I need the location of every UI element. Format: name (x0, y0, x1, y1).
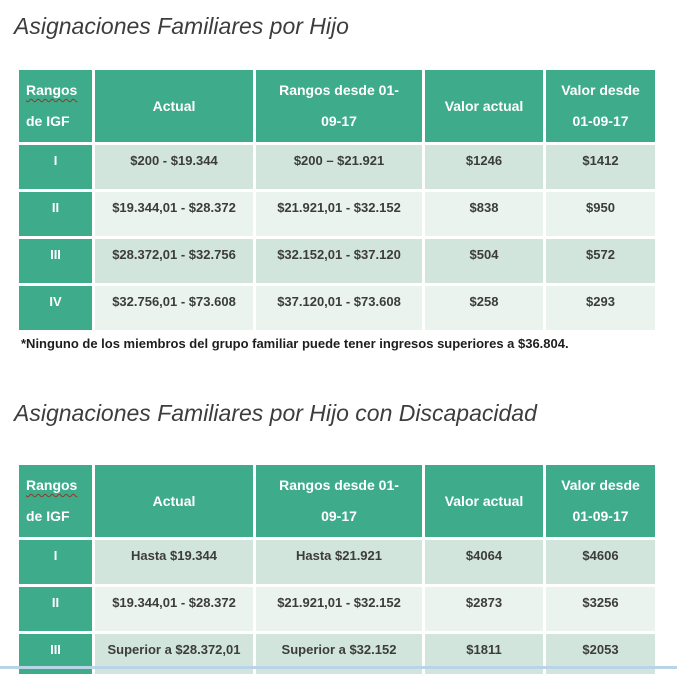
cell-rango-igf: I (19, 540, 92, 584)
header-valor-desde: Valor desde 01-09-17 (546, 465, 655, 537)
header-rangos-de-igf (19, 465, 92, 537)
cell-rango-nuevo: $32.152,01 - $37.120 (256, 239, 422, 283)
cell-rango-igf: IV (19, 286, 92, 330)
header-rangos-desde: Rangos desde 01- 09-17 (256, 465, 422, 537)
header-rangos-line2: de IGF (26, 508, 70, 524)
header-rangos-line2: de IGF (26, 113, 70, 129)
cell-valor-actual: $1246 (425, 145, 543, 189)
table1-header (19, 70, 655, 142)
header-rangos-line1: Rangos (26, 82, 78, 98)
cell-valor-nuevo: $572 (546, 239, 655, 283)
cell-valor-actual: $838 (425, 192, 543, 236)
cell-valor-actual: $258 (425, 286, 543, 330)
cell-valor-actual: $4064 (425, 540, 543, 584)
cell-valor-actual: $2873 (425, 587, 543, 631)
header-rangos-desde: Rangos desde 01- 09-17 (256, 70, 422, 142)
table-row (19, 587, 655, 631)
cell-valor-nuevo: $2053 (546, 634, 655, 674)
table-row (19, 192, 655, 236)
cell-rango-igf: I (19, 145, 92, 189)
table-row (19, 286, 655, 330)
header-valor-actual: Valor actual (425, 465, 543, 537)
header-rangos-line1: Rangos (26, 477, 78, 493)
cell-rango-igf: III (19, 239, 92, 283)
cell-actual: $200 - $19.344 (95, 145, 253, 189)
header-valor-actual: Valor actual (425, 70, 543, 142)
section2-title: Asignaciones Familiares por Hijo con Discapacidad (14, 400, 537, 426)
cell-rango-nuevo: $21.921,01 - $32.152 (256, 587, 422, 631)
header-rangos-de-igf (19, 70, 92, 142)
cell-rango-nuevo: Superior a $32.152 (256, 634, 422, 674)
cell-actual: $32.756,01 - $73.608 (95, 286, 253, 330)
section1-title: Asignaciones Familiares por Hijo (14, 13, 349, 39)
table-row (19, 540, 655, 584)
table1-footnote: *Ninguno de los miembros del grupo familiar puede tener ingresos superiores a $36.804. (21, 336, 569, 351)
cell-actual: $19.344,01 - $28.372 (95, 192, 253, 236)
cell-rango-nuevo: $200 – $21.921 (256, 145, 422, 189)
cell-valor-nuevo: $4606 (546, 540, 655, 584)
cell-valor-nuevo: $3256 (546, 587, 655, 631)
header-actual: Actual (95, 70, 253, 142)
header-actual: Actual (95, 465, 253, 537)
cell-rango-igf: II (19, 587, 92, 631)
cell-actual: Superior a $28.372,01 (95, 634, 253, 674)
cell-valor-nuevo: $1412 (546, 145, 655, 189)
cell-actual: $28.372,01 - $32.756 (95, 239, 253, 283)
cell-rango-igf: II (19, 192, 92, 236)
table-row (19, 239, 655, 283)
cell-valor-nuevo: $950 (546, 192, 655, 236)
cell-actual: $19.344,01 - $28.372 (95, 587, 253, 631)
header-valor-desde: Valor desde 01-09-17 (546, 70, 655, 142)
cell-valor-nuevo: $293 (546, 286, 655, 330)
bottom-divider-line (0, 666, 677, 669)
cell-valor-actual: $504 (425, 239, 543, 283)
cell-rango-nuevo: $21.921,01 - $32.152 (256, 192, 422, 236)
table-asignaciones-por-hijo-con-discapacidad (16, 462, 658, 674)
cell-rango-igf: III (19, 634, 92, 674)
table-asignaciones-por-hijo (16, 67, 658, 333)
table-row (19, 145, 655, 189)
table2-header (19, 465, 655, 537)
cell-rango-nuevo: $37.120,01 - $73.608 (256, 286, 422, 330)
cell-rango-nuevo: Hasta $21.921 (256, 540, 422, 584)
cell-valor-actual: $1811 (425, 634, 543, 674)
cell-actual: Hasta $19.344 (95, 540, 253, 584)
